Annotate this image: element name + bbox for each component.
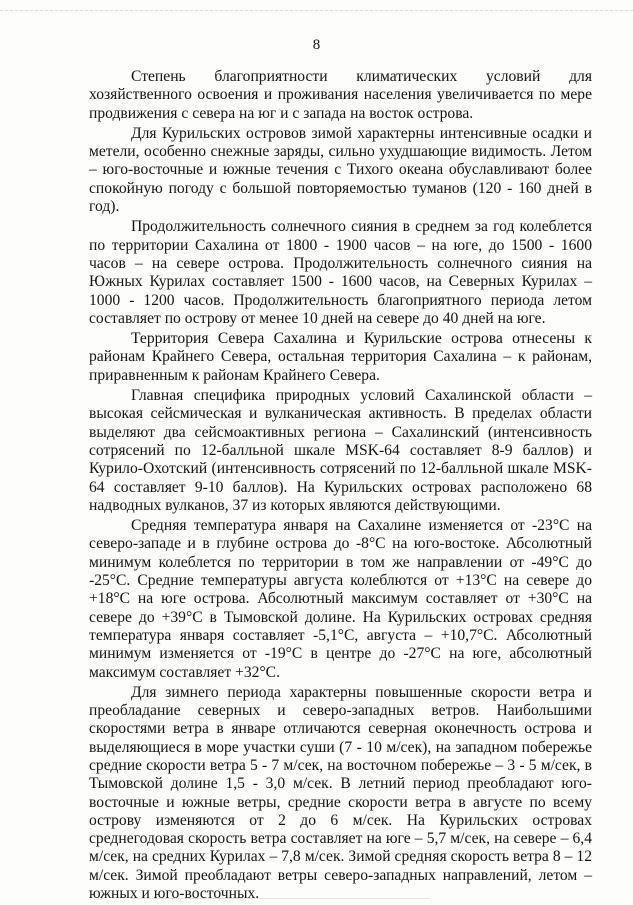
scan-edge-top [0, 10, 633, 11]
paragraph-far-north-regions: Территория Севера Сахалина и Курильские острова отнесены к районам Крайнего Севера, остальная территория Сахалина – к районам, приравненным к районам Крайнего Севера. [89, 330, 592, 384]
paragraph-temperatures: Средняя температура января на Сахалине изменяется от -23°С на северо-западе и в глубине острова до -8°С на юго-востоке. Абсолютный минимум колеблется по территории в том же направлении от -49°С до -25°С. Средние температуры августа колеблются от +13°С на севере до +18°С на юге острова. Абсолютный максимум составляет от +30°С на севере до +39°С в Тымовской долине. На Курильских островах средняя температура января составляет -5,1°С, августа – +10,7°С. Абсолютный минимум изменяется от -19°С в центре до -27°С на юге, абсолютный максимум составляет +32°С. [89, 517, 592, 681]
paragraph-seismic-activity: Главная специфика природных условий Сахалинской области – высокая сейсмическая и вулканическая активность. В пределах области выделяют два сейсмоактивных региона – Сахалинский (интенсивность сотрясений по 12-балльной шкале MSK-64 составляет 8-9 баллов) и Курило-Охотский (интенсивность сотрясений по 12-балльной шкале MSK-64 составляет 9-10 баллов). На Курильских островах расположено 68 надводных вулканов, 37 из которых являются действующими. [89, 387, 592, 514]
page-number: 8 [312, 37, 321, 53]
paragraph-sunshine-duration: Продолжительность солнечного сияния в среднем за год колеблется по территории Сахалина от 1800 - 1900 часов – на юге, до 1500 - 1600 часов – на севере острова. Продолжительность солнечного сияния на Южных Курилах составляет 1500 - 1600 часов, на Северных Курилах – 1000 - 1200 часов. Продолжительность благоприятного периода летом составляет по острову от менее 10 дней на севере до 40 дней на юге. [89, 218, 592, 327]
paragraph-climate-favorability: Степень благоприятности климатических условий для хозяйственного освоения и проживания населения увеличивается по мере продвижения с севера на юг и с запада на восток острова. [89, 68, 592, 122]
paragraph-kuril-winter: Для Курильских островов зимой характерны интенсивные осадки и метели, особенно снежные заряды, сильно ухудшающие видимость. Летом – юго-восточные и южные течения с Тихого океана обуславливают более спокойную погоду с большой повторяемостью туманов (120 - 160 дней в год). [89, 124, 592, 216]
paragraph-wind-speeds: Для зимнего периода характерны повышенные скорости ветра и преобладание северных и северо-западных ветров. Наибольшими скоростями ветра в январе отличаются северная оконечность острова и выделяющиеся в море участки суши (7 - 10 м/сек), на западном побережье средние скорости ветра 5 - 7 м/сек, на восточном побережье – 3 - 5 м/сек, в Тымовской долине 1,5 - 3,0 м/сек. В летний период преобладают юго-восточные и южные ветры, средние скорости ветра в августе по всему острову изменяются от 2 до 6 м/сек. На Курильских островах среднегодовая скорость ветра составляет на юге – 5,7 м/сек, на севере – 6,4 м/сек, на средних Курилах – 7,8 м/сек. Зимой средняя скорость ветра 8 – 12 м/сек. Зимой преобладают ветры северо-западных направлений, летом – южных и юго-восточных. [89, 683, 592, 903]
document-body [89, 68, 592, 905]
scan-edge-bottom [130, 898, 430, 899]
